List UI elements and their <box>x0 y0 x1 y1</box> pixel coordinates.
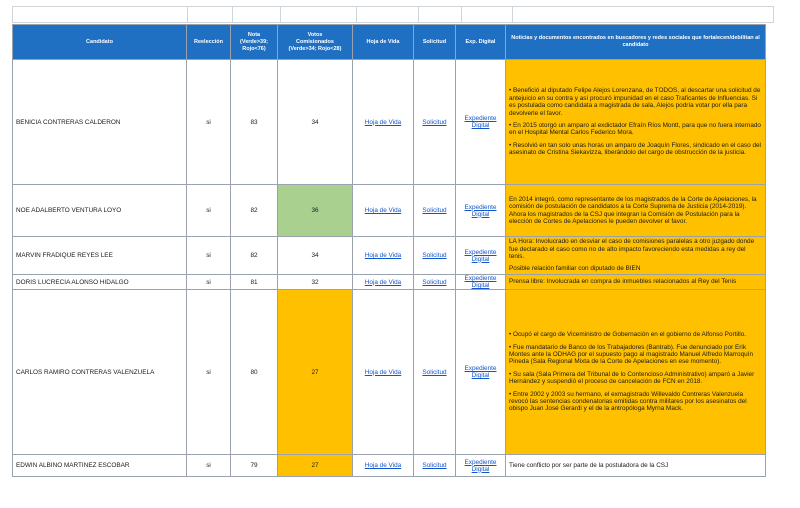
header-votos: Votos Comisionados (Verde>34; Rojo<28) <box>278 25 353 60</box>
header-row <box>13 25 766 60</box>
header-noticias: Noticias y documentos encontrados en buscadores y redes sociales que fortalecen/debilitan al candidato <box>506 25 766 60</box>
solicitud-link[interactable]: Solicitud <box>422 462 447 469</box>
table-row <box>13 455 766 477</box>
expediente-digital-link[interactable]: Expediente Digital <box>464 203 497 218</box>
solicitud-cell <box>414 455 456 477</box>
note-paragraph: En 2014 integró, como representante de los magistrados de la Corte de Apelaciones, la comisión de postulación de candidatos a la Corte Suprema de Justicia (2014-2019). Ahora los magistrados de la CSJ que integran la Comisión de Postulación para la elección de Cortes de Apelaciones le pueden devolver el favor. <box>509 195 757 225</box>
candidate-name-cell: EDWIN ALBINO MARTINEZ ESCOBAR <box>13 455 187 477</box>
nota-cell: 82 <box>231 185 278 237</box>
hoja-de-vida-link[interactable]: Hoja de Vida <box>364 462 402 469</box>
solicitud-cell <box>414 275 456 290</box>
note-paragraph: • Resolvió en tan solo unas horas un amparo de Joaquín Flores, sindicado en el caso del asesinato de Cristina Siekavizza, liberándolo del cargo de obstrucción de la justicia. <box>509 141 761 157</box>
solicitud-link[interactable]: Solicitud <box>422 278 447 286</box>
empty-header-row <box>0 0 800 22</box>
expediente-digital-cell <box>456 455 506 477</box>
note-paragraph: Tiene conflicto por ser parte de la postuladora de la CSJ <box>509 461 669 469</box>
nota-cell: 82 <box>231 237 278 275</box>
hoja-de-vida-link[interactable]: Hoja de Vida <box>364 118 402 126</box>
expediente-digital-link[interactable]: Expediente Digital <box>464 248 497 263</box>
candidate-name-cell: BENICIA CONTRERAS CALDERON <box>13 60 187 185</box>
noticias-cell <box>506 60 766 185</box>
votos-cell: 34 <box>278 60 353 185</box>
votos-cell: 27 <box>278 290 353 455</box>
reeleccion-cell: si <box>187 275 231 290</box>
expediente-digital-cell <box>456 185 506 237</box>
expediente-digital-link[interactable]: Expediente Digital <box>464 365 497 379</box>
solicitud-cell <box>414 60 456 185</box>
candidate-name-cell: CARLOS RAMIRO CONTRERAS VALENZUELA <box>13 290 187 455</box>
votos-cell: 34 <box>278 237 353 275</box>
note-paragraph: Posible relación familiar con diputado de BIEN <box>509 265 641 273</box>
candidate-name-cell: DORIS LUCRECIA ALONSO HIDALGO <box>13 275 187 290</box>
solicitud-link[interactable]: Solicitud <box>422 368 447 376</box>
note-paragraph: • En 2015 otorgó un amparo al exdictador Efraín Ríos Montt, para que no fuera internado en el Hospital Mental Carlos Federico Mora. <box>509 122 761 137</box>
solicitud-cell <box>414 290 456 455</box>
hoja-de-vida-link[interactable]: Hoja de Vida <box>364 368 402 376</box>
expediente-digital-cell <box>456 60 506 185</box>
hoja-de-vida-cell <box>353 275 414 290</box>
votos-cell: 27 <box>278 455 353 477</box>
expediente-digital-cell <box>456 275 506 290</box>
hoja-de-vida-link[interactable]: Hoja de Vida <box>364 278 402 286</box>
candidates-table <box>12 24 766 477</box>
hoja-de-vida-cell <box>353 185 414 237</box>
reeleccion-cell: si <box>187 185 231 237</box>
hoja-de-vida-cell <box>353 455 414 477</box>
solicitud-link[interactable]: Solicitud <box>422 252 447 259</box>
nota-cell: 80 <box>231 290 278 455</box>
noticias-cell <box>506 237 766 275</box>
reeleccion-cell: si <box>187 60 231 185</box>
header-hoja-de-vida: Hoja de Vida <box>353 25 414 60</box>
table-row <box>13 275 766 290</box>
votos-cell: 36 <box>278 185 353 237</box>
table-row <box>13 237 766 275</box>
candidate-name-cell: NOE ADALBERTO VENTURA LOYO <box>13 185 187 237</box>
note-paragraph: Prensa libre: Involucrada en compra de inmuebles relacionados al Rey del Tenis <box>509 278 737 286</box>
header-exp-digital: Exp. Digital <box>456 25 506 60</box>
note-paragraph: • Entre 2002 y 2003 su hermano, el exmagistrado Willevaldo Contreras Valenzuela revocó las sentencias condenatorias emitidas contra militares por los asesinatos del obispo Juan José Gerardi y el de la antropóloga Myrna Mack. <box>509 390 747 413</box>
hoja-de-vida-link[interactable]: Hoja de Vida <box>364 207 402 214</box>
solicitud-link[interactable]: Solicitud <box>422 118 447 126</box>
solicitud-link[interactable]: Solicitud <box>422 207 447 214</box>
hoja-de-vida-cell <box>353 60 414 185</box>
hoja-de-vida-link[interactable]: Hoja de Vida <box>364 252 402 259</box>
votos-cell: 32 <box>278 275 353 290</box>
hoja-de-vida-cell <box>353 237 414 275</box>
expediente-digital-link[interactable]: Expediente Digital <box>464 458 497 473</box>
expediente-digital-cell <box>456 237 506 275</box>
note-paragraph: • Ocupó el cargo de Viceministro de Gobernación en el gobierno de Alfonso Portillo. <box>509 331 746 339</box>
header-reeleccion: Reelección <box>187 25 231 60</box>
nota-cell: 81 <box>231 275 278 290</box>
expediente-digital-cell <box>456 290 506 455</box>
candidate-name-cell: MARVIN FRADIQUE REYES LEE <box>13 237 187 275</box>
note-paragraph: • Fue mandatario de Banco de los Trabajadores (Bantrab). Fue denunciado por Erik Montes ante la ODHAG por el supuesto pago al magistrado Manuel Alfredo Marroquín Pineda (Sala Regional Mixta de la Corte de Apelaciones en ese momento). <box>509 343 754 366</box>
header-candidato: Candidato <box>13 25 187 60</box>
header-solicitud: Solicitud <box>414 25 456 60</box>
note-paragraph: • Su sala (Sala Primera del Tribunal de lo Contencioso Administrativo) amparó a Javier Hernández y suspendió el proceso de cancelación de FCN en 2018. <box>509 370 755 386</box>
table-row <box>13 60 766 185</box>
reeleccion-cell: si <box>187 290 231 455</box>
expediente-digital-link[interactable]: Expediente Digital <box>464 115 497 129</box>
solicitud-cell <box>414 185 456 237</box>
reeleccion-cell: si <box>187 455 231 477</box>
noticias-cell <box>506 290 766 455</box>
table-row <box>13 185 766 237</box>
nota-cell: 79 <box>231 455 278 477</box>
noticias-cell <box>506 185 766 237</box>
note-paragraph: LA Hora: Involucrado en desviar el caso de comisiones paralelas a otro juzgado donde fue declarado el caso como no de alto impacto favoreciendo esta medidas a rey del tenis. <box>509 238 755 260</box>
reeleccion-cell: si <box>187 237 231 275</box>
note-paragraph: • Benefició al diputado Felipe Alejos Lorenzana, de TODOS, al descartar una solicitud de antejuicio en su contra y así procuró impunidad en el caso Traficantes de Influencias. Si es postulada como candidata a magistrada de sala, Alejos podría votar por ella para devolverle el favor. <box>509 87 761 117</box>
nota-cell: 83 <box>231 60 278 185</box>
hoja-de-vida-cell <box>353 290 414 455</box>
header-nota: Nota (Verde>39; Rojo<76) <box>231 25 278 60</box>
noticias-cell <box>506 275 766 290</box>
empty-top-cells <box>12 6 774 23</box>
expediente-digital-link[interactable]: Expediente Digital <box>464 275 497 289</box>
noticias-cell <box>506 455 766 477</box>
solicitud-cell <box>414 237 456 275</box>
table-row <box>13 290 766 455</box>
